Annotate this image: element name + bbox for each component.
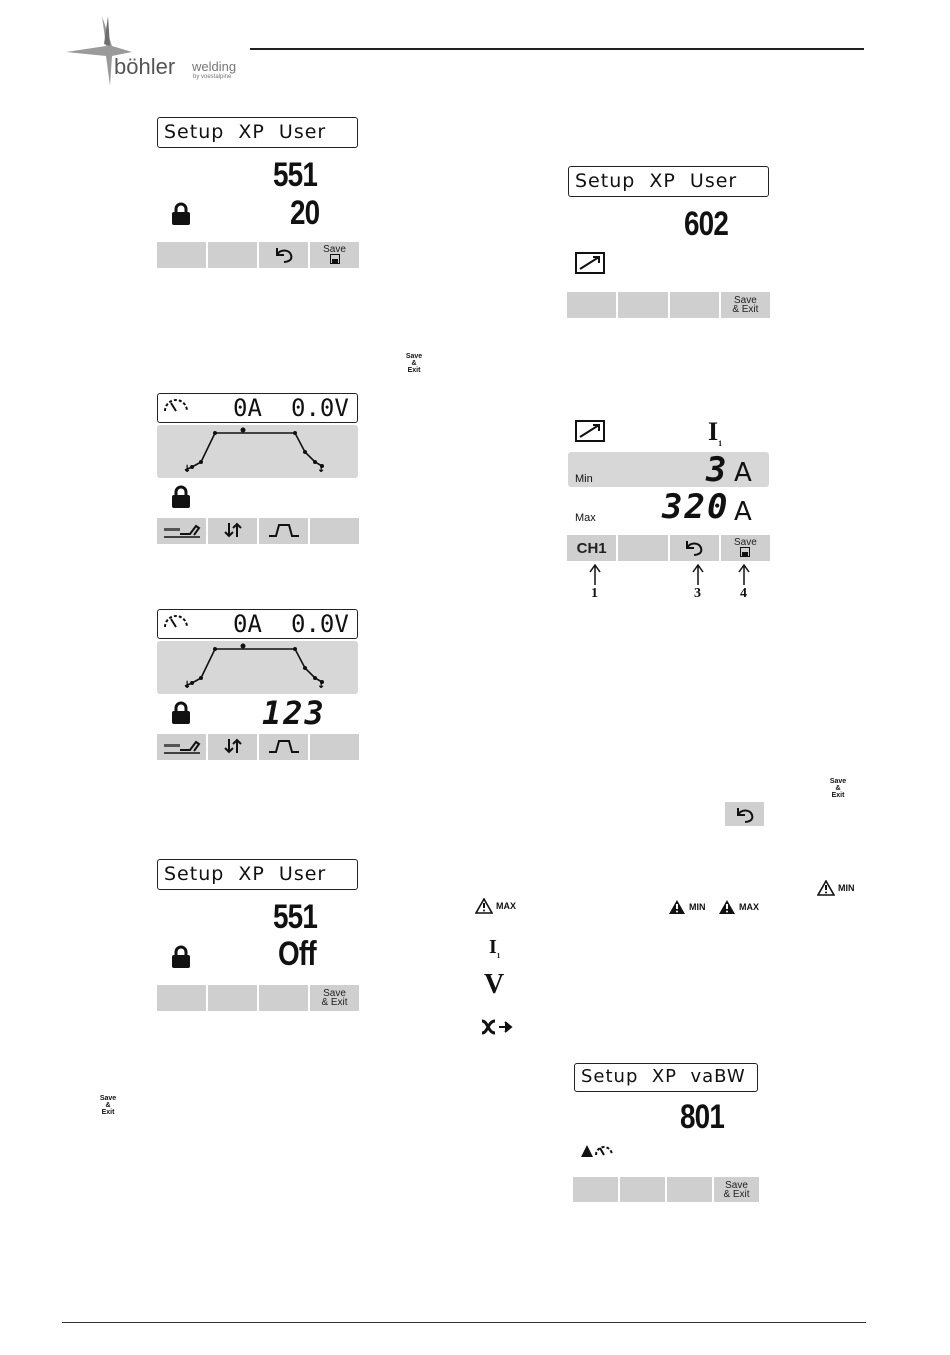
- callout-1: 1: [591, 586, 598, 601]
- param-symbol: [708, 417, 722, 448]
- softkey-2[interactable]: [618, 535, 669, 561]
- screen-title: Setup XP User: [568, 166, 769, 197]
- amp-text: &: [835, 785, 841, 792]
- undo-icon: [273, 245, 295, 265]
- min-value: 3: [706, 450, 729, 490]
- screen-title: Setup XP User: [157, 859, 358, 890]
- softkey-1[interactable]: [157, 985, 208, 1011]
- floppy-icon: [740, 547, 750, 559]
- callout-arrow-icon: [688, 563, 708, 585]
- softkey-4[interactable]: [310, 734, 359, 760]
- exit-text: Exit: [101, 1109, 115, 1116]
- softkey-updown[interactable]: [208, 518, 259, 544]
- voltage-readout: 0.0V: [291, 394, 349, 422]
- softkey-updown[interactable]: [208, 734, 259, 760]
- softkey-undo[interactable]: [259, 242, 310, 268]
- param-number: 602: [684, 205, 729, 243]
- meter-box: [157, 393, 358, 423]
- save-exit-inline-icon: [404, 353, 424, 374]
- softkey-pulse[interactable]: [259, 734, 310, 760]
- softkey-channel[interactable]: [567, 535, 618, 561]
- param-sub: 1: [718, 439, 723, 449]
- softkey-bar: [573, 1177, 759, 1202]
- softkey-1[interactable]: [157, 242, 208, 268]
- torch-icon: [162, 520, 202, 542]
- softkey-2[interactable]: [618, 292, 669, 318]
- save-text: Save: [829, 778, 847, 785]
- min-label: Min: [575, 473, 593, 485]
- undo-inline-icon: [725, 802, 764, 826]
- min-unit: A: [734, 458, 752, 488]
- softkey-save-exit[interactable]: [310, 985, 359, 1011]
- current-readout: 0A: [233, 610, 262, 638]
- footer-rule: [62, 1322, 866, 1323]
- min-row: [568, 450, 769, 490]
- softkey-save-label: Save: [323, 243, 346, 255]
- callout-4: 4: [740, 586, 747, 601]
- exit-text: Exit: [831, 792, 845, 799]
- softkey-save-exit[interactable]: [721, 292, 770, 318]
- current-letter: I: [489, 936, 497, 958]
- brand-logo: [62, 14, 252, 89]
- current-sub: 1: [496, 952, 501, 960]
- weld-cycle-curve: [157, 425, 358, 478]
- lock-icon: [171, 945, 191, 974]
- callout-3: 3: [694, 586, 701, 601]
- softkey-bar: [157, 985, 359, 1011]
- voltage-readout: 0.0V: [291, 610, 349, 638]
- save-label: Save: [323, 988, 346, 999]
- max-value: 320: [662, 487, 730, 527]
- save-exit-inline-icon: [828, 778, 848, 799]
- ramp-icon: [575, 252, 605, 279]
- warning-icon: [817, 880, 835, 896]
- meter-icon: [162, 613, 190, 640]
- pulse-icon: [267, 522, 301, 540]
- weld-cycle-curve: [157, 641, 358, 694]
- amp-text: &: [411, 360, 417, 367]
- lock-icon: [171, 202, 191, 231]
- exit-label: & Exit: [732, 304, 759, 315]
- svg-text:↓: ↓: [183, 680, 192, 691]
- softkey-torch[interactable]: [157, 518, 208, 544]
- softkey-bar: [567, 292, 770, 318]
- torch-icon: [162, 736, 202, 758]
- softkey-bar: [157, 734, 359, 760]
- lock-icon: [171, 701, 191, 730]
- amp-text: &: [105, 1102, 111, 1109]
- min-text: MIN: [838, 883, 855, 893]
- softkey-save[interactable]: [310, 242, 359, 268]
- softkey-1[interactable]: [567, 292, 618, 318]
- max-unit: A: [734, 497, 752, 527]
- softkey-3[interactable]: [259, 985, 310, 1011]
- screen-title: Setup XP vaBW: [574, 1063, 758, 1092]
- delta-meter-icon: [580, 1143, 614, 1164]
- wire-feed-icon: [479, 1015, 515, 1042]
- softkey-4[interactable]: [310, 518, 359, 544]
- channel-label: CH1: [576, 539, 607, 557]
- softkey-bar: [157, 518, 359, 544]
- min-text: MIN: [689, 902, 706, 912]
- weld-cycle-graph: [157, 425, 358, 478]
- max-text: MAX: [496, 901, 516, 911]
- save-text: Save: [99, 1095, 117, 1102]
- softkey-bar: [157, 242, 359, 268]
- voltage-symbol-inline: V: [484, 969, 505, 1000]
- callout-arrow-icon: [585, 563, 605, 585]
- screen-title: Setup XP User: [157, 117, 358, 148]
- warning-max-filled-inline: [718, 899, 759, 915]
- brand-name: böhler: [114, 54, 176, 79]
- param-number: 801: [680, 1098, 725, 1136]
- softkey-2[interactable]: [620, 1177, 667, 1202]
- svg-text:↓: ↓: [317, 464, 326, 475]
- softkey-save-label: Save: [733, 536, 757, 548]
- svg-text:↓: ↓: [317, 680, 326, 691]
- ramp-icon: [575, 420, 605, 447]
- softkey-save-exit[interactable]: [714, 1177, 759, 1202]
- exit-label: & Exit: [321, 997, 348, 1008]
- warning-min-inline: [817, 880, 855, 896]
- warning-max-inline: [475, 898, 516, 914]
- header-rule: [250, 48, 864, 50]
- param-value: 20: [290, 194, 320, 232]
- param-letter: I: [708, 417, 719, 446]
- warning-icon: [718, 899, 736, 915]
- undo-icon: [683, 538, 705, 558]
- save-exit-inline-icon: [98, 1095, 118, 1116]
- svg-text:↓: ↓: [183, 464, 192, 475]
- softkey-bar: [567, 535, 770, 561]
- exit-text: Exit: [407, 367, 421, 374]
- softkey-3[interactable]: [670, 292, 721, 318]
- exit-label: & Exit: [723, 1188, 750, 1200]
- current-symbol-inline: [489, 936, 500, 960]
- param-value: 123: [262, 694, 326, 732]
- max-text: MAX: [739, 902, 759, 912]
- updown-icon: [222, 520, 244, 542]
- param-value: Off: [278, 935, 316, 973]
- warning-icon: [475, 898, 493, 914]
- weld-cycle-graph: [157, 641, 358, 694]
- softkey-pulse[interactable]: [259, 518, 310, 544]
- param-number: 551: [273, 898, 318, 936]
- meter-box: [157, 609, 358, 639]
- floppy-icon: [330, 254, 340, 266]
- softkey-3[interactable]: [667, 1177, 714, 1202]
- softkey-2[interactable]: [208, 242, 259, 268]
- softkey-2[interactable]: [208, 985, 259, 1011]
- brand-sub: welding: [192, 59, 237, 74]
- softkey-1[interactable]: [573, 1177, 620, 1202]
- pulse-icon: [267, 738, 301, 756]
- lock-icon: [171, 485, 191, 514]
- callout-arrow-icon: [734, 563, 754, 585]
- param-number: 551: [273, 156, 318, 194]
- brand-by: by voestalpine: [193, 74, 232, 80]
- meter-icon: [162, 397, 190, 424]
- save-text: Save: [405, 353, 423, 360]
- max-label: Max: [575, 512, 596, 524]
- updown-icon: [222, 736, 244, 758]
- softkey-save[interactable]: [721, 535, 770, 561]
- softkey-torch[interactable]: [157, 734, 208, 760]
- current-readout: 0A: [233, 394, 262, 422]
- save-label: Save: [725, 1179, 748, 1191]
- warning-min-filled-inline: [668, 899, 706, 915]
- warning-icon: [668, 899, 686, 915]
- save-label: Save: [733, 295, 757, 306]
- softkey-undo[interactable]: [670, 535, 721, 561]
